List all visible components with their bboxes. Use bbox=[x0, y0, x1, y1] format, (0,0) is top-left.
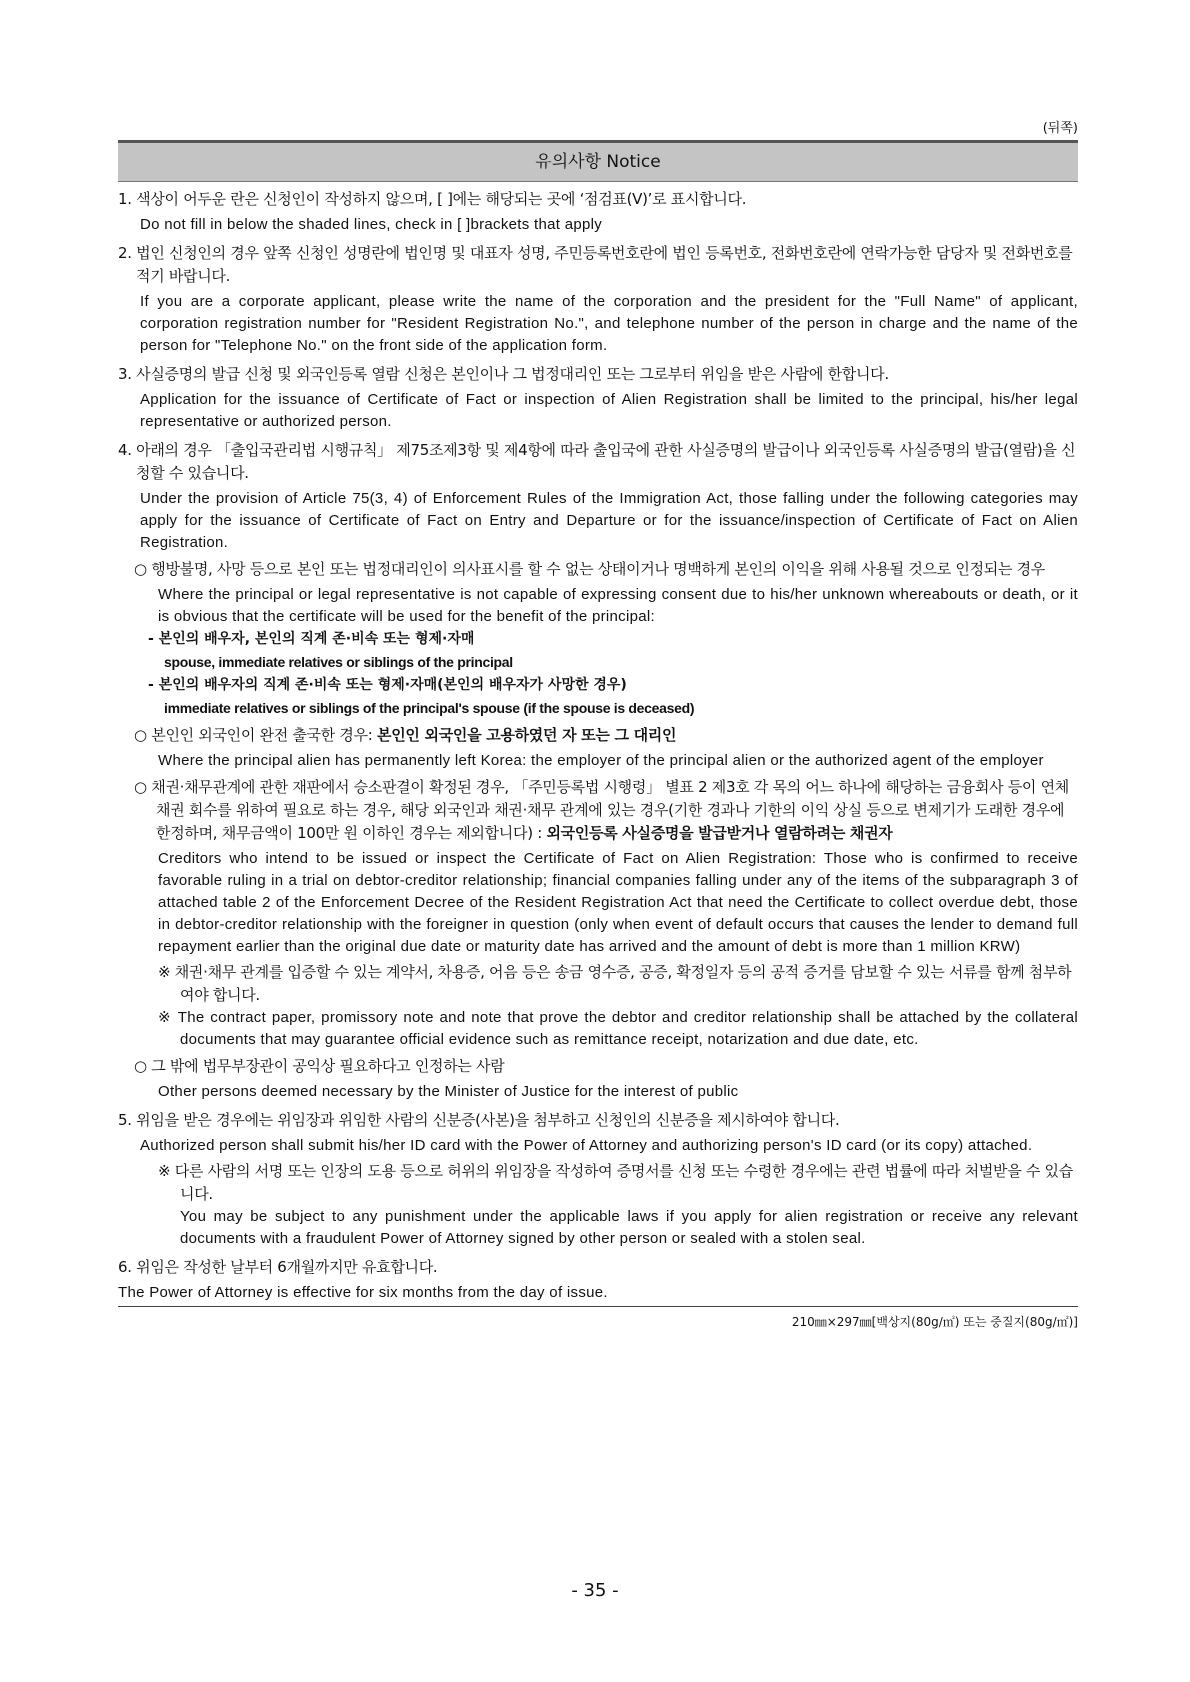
notice-item-4-kr: 4. 아래의 경우 「출입국관리법 시행규칙」 제75조제3항 및 제4항에 따라 출입국에 관한 사실증명의 발급이나 외국인등록 사실증명의 발급(열람)을 신청할 수 있습니다. bbox=[118, 441, 1076, 482]
note-contract-documents bbox=[158, 961, 1078, 1051]
sub-item-public-interest bbox=[134, 1055, 1078, 1103]
dash-item-spouse-relatives bbox=[148, 674, 1078, 720]
dash-item-spouse-en: spouse, immediate relatives or siblings of the principal bbox=[164, 654, 513, 670]
dash-item-spouse bbox=[148, 628, 1078, 674]
note-contract-documents-en: ※ The contract paper, promissory note and note that prove the debtor and creditor relationship shall be attached by the collateral documents that may guarantee official evidence such as remittance receipt, notarization and due date, etc. bbox=[158, 1009, 1078, 1048]
notice-item-1 bbox=[118, 188, 1078, 236]
sub-item-unknown-whereabouts-en: Where the principal or legal representative is not capable of expressing consent due to his/her unknown whereabouts or death, or it is obvious that the certificate will be used for the benefit of the principal: bbox=[158, 586, 1078, 625]
sub-item-unknown-whereabouts bbox=[134, 558, 1078, 628]
sub-item-permanent-departure-en: Where the principal alien has permanently left Korea: the employer of the principal alien or the authorized agent of the employer bbox=[158, 752, 1044, 769]
sub-item-creditors-bold: 외국인등록 사실증명을 발급받거나 열람하려는 채권자 bbox=[546, 824, 893, 842]
notice-item-2-en: If you are a corporate applicant, please write the name of the corporation and the president for the "Full Name" of applicant, corporation registration number for "Resident Registration No.", and telephone number of the person in charge and the name of the person for "Telephone No." on the front side of the application form. bbox=[140, 293, 1078, 354]
notice-item-1-en: Do not fill in below the shaded lines, check in [ ]brackets that apply bbox=[140, 216, 603, 233]
notice-item-6-en: The Power of Attorney is effective for six months from the day of issue. bbox=[118, 1284, 608, 1301]
notice-item-2-kr: 2. 법인 신청인의 경우 앞쪽 신청인 성명란에 법인명 및 대표자 성명, 주민등록번호란에 법인 등록번호, 전화번호란에 연락가능한 담당자 및 전화번호를 적기 바랍니다. bbox=[118, 244, 1073, 285]
notice-item-6 bbox=[118, 1256, 1078, 1304]
sub-item-creditors-en: Creditors who intend to be issued or inspect the Certificate of Fact on Alien Registration: Those who is confirmed to receive favorable ruling in a trial on debtor-creditor relationship; financial companies falling under any of the items of the subparagraph 3 of attached table 2 of the Enforcement Decree of the Resident Registration Act that need the Certificate to collect overdue debt, those in debtor-creditor relationship with the foreigner in question (only when event of default occurs that causes the lender to demand full repayment earlier than the original due date or maturity date has arrived and the amount of debt is more than 1 million KRW) bbox=[158, 850, 1078, 955]
sub-item-creditors bbox=[134, 776, 1078, 958]
notice-item-3 bbox=[118, 363, 1078, 433]
notice-item-5-en: Authorized person shall submit his/her ID card with the Power of Attorney and authorizing person's ID card (or its copy) attached. bbox=[140, 1137, 1033, 1154]
sub-item-permanent-departure-kr bbox=[134, 724, 1078, 747]
note-fraudulent-attorney-en: You may be subject to any punishment under the applicable laws if you apply for alien registration or receive any relevant documents with a fraudulent Power of Attorney signed by other person or sealed with a stolen seal. bbox=[180, 1208, 1078, 1247]
paper-size-note: 210㎜×297㎜[백상지(80g/㎡) 또는 중질지(80g/㎡)] bbox=[791, 1315, 1078, 1329]
page-number: - 35 - bbox=[571, 1580, 619, 1601]
dash-item-spouse-relatives-en: immediate relatives or siblings of the principal's spouse (if the spouse is deceased) bbox=[164, 700, 695, 716]
notice-item-3-kr: 3. 사실증명의 발급 신청 및 외국인등록 열람 신청은 본인이나 그 법정대리인 또는 그로부터 위임을 받은 사람에 한합니다. bbox=[118, 365, 889, 383]
sub-item-permanent-departure-prefix: ○ 본인인 외국인이 완전 출국한 경우: bbox=[134, 726, 378, 744]
notice-page bbox=[118, 118, 1078, 1330]
dash-item-spouse-kr: - 본인의 배우자, 본인의 직계 존·비속 또는 형제·자매 bbox=[148, 631, 475, 647]
sub-item-permanent-departure-bold: 본인인 외국인을 고용하였던 자 또는 그 대리인 bbox=[377, 726, 677, 744]
side-label: (뒤쪽) bbox=[1042, 121, 1078, 136]
note-fraudulent-attorney bbox=[158, 1160, 1078, 1250]
sub-item-public-interest-kr: ○ 그 밖에 법무부장관이 공익상 필요하다고 인정하는 사람 bbox=[134, 1057, 505, 1075]
notice-item-2 bbox=[118, 242, 1078, 357]
notice-item-6-kr: 6. 위임은 작성한 날부터 6개월까지만 유효합니다. bbox=[118, 1258, 438, 1276]
notice-item-5 bbox=[118, 1109, 1078, 1157]
notice-item-4-en: Under the provision of Article 75(3, 4) of Enforcement Rules of the Immigration Act, those falling under the following categories may apply for the issuance of Certificate of Fact on Entry and Departure or for the issuance/inspection of Certificate of Fact on Alien Registration. bbox=[140, 490, 1078, 551]
notice-item-3-en: Application for the issuance of Certificate of Fact or inspection of Alien Registration shall be limited to the principal, his/her legal representative or authorized person. bbox=[140, 391, 1078, 430]
notice-item-4 bbox=[118, 439, 1078, 554]
note-contract-documents-kr: ※ 채권·채무 관계를 입증할 수 있는 계약서, 차용증, 어음 등은 송금 영수증, 공증, 확정일자 등의 공적 증거를 담보할 수 있는 서류를 함께 첨부하여야 합니다. bbox=[158, 963, 1072, 1004]
sub-item-unknown-whereabouts-kr: ○ 행방불명, 사망 등으로 본인 또는 법정대리인이 의사표시를 할 수 없는 상태이거나 명백하게 본인의 이익을 위해 사용될 것으로 인정되는 경우 bbox=[134, 560, 1045, 578]
sub-item-permanent-departure bbox=[134, 724, 1078, 772]
notice-content bbox=[118, 188, 1078, 1304]
notice-item-1-kr: 1. 색상이 어두운 란은 신청인이 작성하지 않으며, [ ]에는 해당되는 곳에 ‘점검표(V)’로 표시합니다. bbox=[118, 190, 747, 208]
sub-item-creditors-prefix: ○ 채권·채무관계에 관한 재판에서 승소판결이 확정된 경우, 「주민등록법 시행령」 별표 2 제3호 각 목의 어느 하나에 해당하는 금융회사 등이 연체채권 회수를 위하여 필요로 하는 경우, 해당 외국인과 채권·채무 관계에 있는 경우(기한 경과나 기한의 이익 상실 등으로 변제기가 도래한 경우에 한정하며, 채무금액이 100만 원 이하인 경우는 제외합니다) : bbox=[134, 778, 1069, 842]
bottom-divider bbox=[118, 1306, 1078, 1307]
sub-item-public-interest-en: Other persons deemed necessary by the Minister of Justice for the interest of public bbox=[158, 1083, 739, 1100]
note-fraudulent-attorney-kr: ※ 다른 사람의 서명 또는 인장의 도용 등으로 허위의 위임장을 작성하여 증명서를 신청 또는 수령한 경우에는 관련 법률에 따라 처벌받을 수 있습니다. bbox=[158, 1162, 1073, 1203]
notice-item-5-kr: 5. 위임을 받은 경우에는 위임장과 위임한 사람의 신분증(사본)을 첨부하고 신청인의 신분증을 제시하여야 합니다. bbox=[118, 1111, 840, 1129]
notice-title: 유의사항 Notice bbox=[118, 140, 1078, 182]
sub-item-creditors-kr bbox=[134, 776, 1078, 845]
dash-item-spouse-relatives-kr: - 본인의 배우자의 직계 존·비속 또는 형제·자매(본인의 배우자가 사망한 경우) bbox=[148, 677, 627, 693]
